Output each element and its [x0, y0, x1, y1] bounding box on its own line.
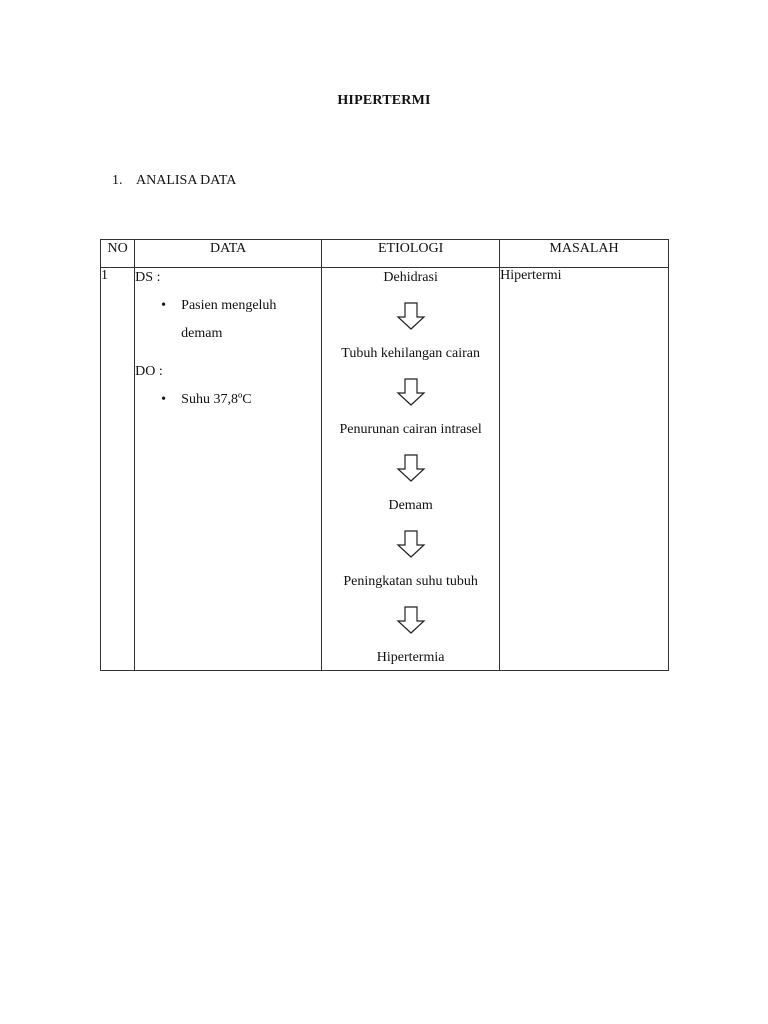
ds-list: [135, 292, 321, 348]
down-arrow-icon: [322, 516, 499, 572]
etiologi-step: Penurunan cairan intrasel: [339, 422, 482, 437]
etiologi-step: Dehidrasi: [383, 270, 438, 285]
do-item: [161, 386, 321, 414]
etiologi-step: Tubuh kehilangan cairan: [341, 346, 480, 361]
masalah-cell: Hipertermi: [500, 268, 669, 671]
down-arrow-icon: [322, 288, 499, 344]
bullet-icon: •: [161, 392, 167, 407]
header-etiologi: ETIOLOGI: [322, 240, 500, 268]
table-row: [101, 268, 669, 671]
etiologi-cell: [322, 268, 500, 671]
section-label: ANALISA DATA: [136, 173, 237, 188]
etiologi-step: Demam: [388, 498, 433, 513]
down-arrow-icon: [322, 592, 499, 648]
table-header-row: [101, 240, 669, 268]
down-arrow-icon: [322, 364, 499, 420]
ds-item-text: demam: [181, 326, 223, 341]
etiologi-step: Peningkatan suhu tubuh: [343, 574, 478, 589]
section-number: 1.: [112, 173, 123, 188]
do-label: DO :: [135, 364, 163, 379]
document-title: HIPERTERMI: [337, 93, 431, 108]
ds-item-text: Pasien mengeluh: [181, 298, 277, 313]
header-data: DATA: [135, 240, 322, 268]
do-list: [135, 386, 321, 414]
etiologi-step: Hipertermia: [376, 650, 445, 665]
do-item-text: Suhu 37,8ºC: [181, 392, 252, 407]
ds-item: [161, 292, 321, 348]
analisa-data-table: [100, 239, 669, 671]
header-masalah: MASALAH: [500, 240, 669, 268]
down-arrow-icon: [322, 440, 499, 496]
row-number: 1: [101, 268, 135, 671]
data-cell: [135, 268, 322, 671]
bullet-icon: •: [161, 298, 167, 313]
header-no: NO: [101, 240, 135, 268]
section-heading: [112, 173, 236, 189]
ds-label: DS :: [135, 270, 161, 285]
